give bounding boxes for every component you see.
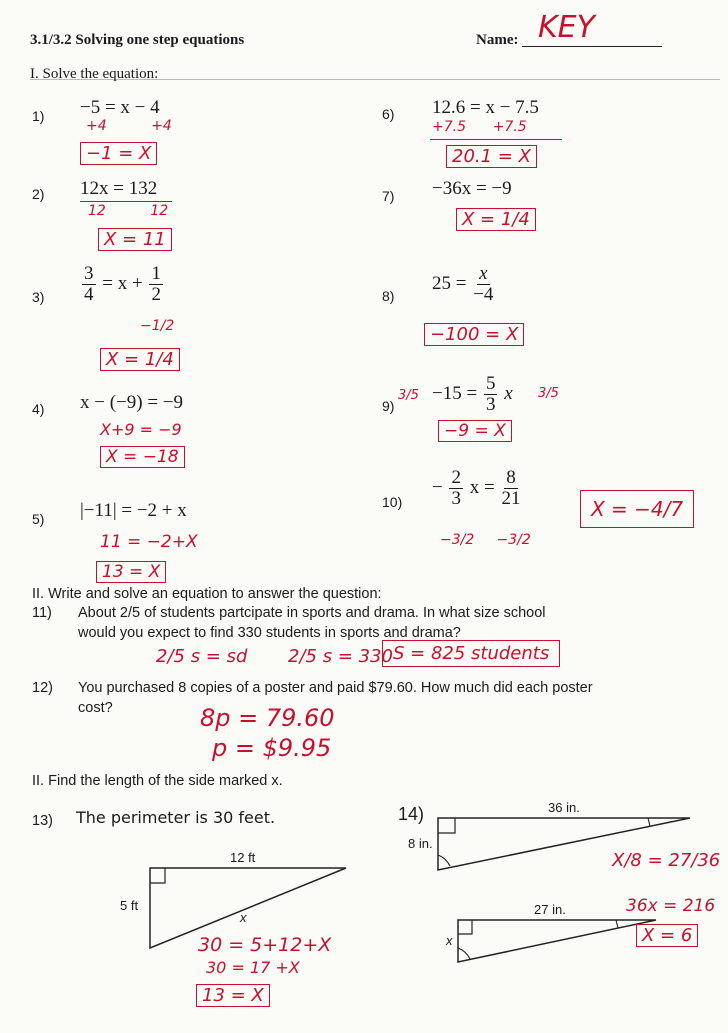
problem-8-answer: −100 = X bbox=[424, 323, 524, 346]
problem-9-work-left: 3/5 bbox=[398, 388, 419, 403]
q12-number: 12) bbox=[32, 680, 53, 696]
problem-3-answer: X = 1/4 bbox=[100, 348, 180, 371]
problem-1-number: 1) bbox=[32, 108, 45, 124]
q13-hyp-label: x bbox=[240, 910, 247, 925]
problem-8-number: 8) bbox=[382, 288, 395, 304]
q14-small-angle-mark bbox=[458, 948, 470, 959]
problem-6-number: 6) bbox=[382, 106, 395, 122]
q12-work1: 8p = 79.60 bbox=[200, 704, 335, 732]
q13-text: The perimeter is 30 feet. bbox=[76, 808, 276, 827]
problem-7-answer: X = 1/4 bbox=[456, 208, 536, 231]
name-label: Name: bbox=[476, 32, 519, 48]
problem-5-number: 5) bbox=[32, 511, 45, 527]
q14-big-top-label: 36 in. bbox=[548, 800, 580, 815]
q14-big-angle-mark bbox=[438, 855, 450, 866]
problem-3-work: −1/2 bbox=[140, 318, 175, 334]
problem-2-number: 2) bbox=[32, 186, 45, 202]
problem-10-work: −3/2 −3/2 bbox=[440, 532, 531, 548]
q14-small-acute-mark bbox=[616, 920, 618, 928]
problem-10-answer: X = −4/7 bbox=[580, 490, 694, 528]
q14-work1: X/8 = 27/36 bbox=[612, 850, 721, 871]
problem-8-lhs: 25 = bbox=[432, 272, 467, 294]
problem-1-work: +4 +4 bbox=[86, 118, 172, 134]
problem-5-equation: |−11| = −2 + x bbox=[80, 500, 187, 521]
q14-big-acute-mark bbox=[648, 818, 650, 826]
problem-10-mid: x = bbox=[469, 476, 495, 498]
q14-big-right-angle bbox=[438, 818, 455, 833]
q13-top-label: 12 ft bbox=[230, 850, 256, 865]
q11-answer: S = 825 students bbox=[382, 640, 560, 667]
problem-2-answer: X = 11 bbox=[98, 228, 172, 251]
q14-number: 14) bbox=[398, 804, 425, 824]
q14-small-right-angle bbox=[458, 920, 472, 934]
problem-10-frac2-den: 21 bbox=[501, 487, 521, 509]
section3-heading: II. Find the length of the side marked x. bbox=[32, 773, 283, 789]
problem-6-equation: 12.6 = x − 7.5 bbox=[432, 97, 539, 118]
problem-3-frac-num: 3 bbox=[84, 263, 94, 284]
section1-heading: I. Solve the equation: bbox=[30, 66, 159, 82]
q11-line1: About 2/5 of students partcipate in sports and drama. In what size school bbox=[78, 605, 546, 621]
q14-small-triangle bbox=[458, 920, 656, 962]
problem-9-var: x bbox=[504, 382, 513, 404]
q11-line2: would you expect to find 330 students in sports and drama? bbox=[78, 625, 461, 641]
problem-7-number: 7) bbox=[382, 188, 395, 204]
problem-9-answer: −9 = X bbox=[438, 420, 512, 442]
q11-work1: 2/5 s = sd bbox=[156, 646, 248, 667]
problem-6-work: +7.5 +7.5 bbox=[432, 119, 527, 135]
problem-5-work: 11 = −2+X bbox=[100, 532, 198, 552]
problem-1-answer: −1 = X bbox=[80, 142, 157, 165]
problem-3-frac2-den: 2 bbox=[151, 283, 161, 305]
problem-9-frac-den: 3 bbox=[485, 393, 496, 415]
section2-heading: II. Write and solve an equation to answer the question: bbox=[32, 586, 382, 602]
q14-small-left-label: x bbox=[446, 933, 453, 948]
problem-9-work-right: 3/5 bbox=[538, 386, 559, 401]
q14-answer: X = 6 bbox=[636, 924, 698, 947]
q13-answer: 13 = X bbox=[196, 984, 270, 1007]
q14-work2: 36x = 216 bbox=[626, 896, 716, 916]
problem-8-frac-den: −4 bbox=[473, 283, 494, 305]
problem-9-frac-num: 5 bbox=[485, 373, 496, 394]
q13-work1: 30 = 5+12+X bbox=[198, 934, 332, 956]
q14-big-left-label: 8 in. bbox=[408, 836, 433, 851]
name-value: KEY bbox=[538, 10, 595, 45]
problem-2-equation: 12x = 132 bbox=[80, 178, 158, 199]
problem-9-number: 9) bbox=[382, 398, 395, 414]
problem-3-frac2-num: 1 bbox=[151, 263, 161, 284]
problem-6-answer: 20.1 = X bbox=[446, 145, 537, 168]
problem-10-frac-num: 2 bbox=[451, 467, 461, 488]
problem-3-frac-den: 4 bbox=[84, 283, 94, 305]
q12-line2: cost? bbox=[78, 700, 113, 716]
problem-9-lhs: −15 = bbox=[432, 382, 478, 404]
problem-4-work: X+9 = −9 bbox=[100, 420, 182, 439]
q13-number: 13) bbox=[32, 813, 53, 829]
problem-4-equation: x − (−9) = −9 bbox=[80, 392, 184, 413]
problem-5-answer: 13 = X bbox=[96, 561, 166, 583]
q13-right-angle bbox=[150, 868, 165, 883]
q12-line1: You purchased 8 copies of a poster and paid $79.60. How much did each poster bbox=[78, 680, 593, 696]
problem-4-number: 4) bbox=[32, 401, 45, 417]
problem-7-equation: −36x = −9 bbox=[432, 178, 512, 199]
worksheet-title: 3.1/3.2 Solving one step equations bbox=[30, 32, 245, 48]
q11-work2: 2/5 s = 330 bbox=[288, 646, 393, 667]
problem-4-answer: X = −18 bbox=[100, 446, 185, 468]
problem-1-equation: −5 = x − 4 bbox=[80, 97, 160, 118]
q12-work2: p = $9.95 bbox=[212, 734, 332, 762]
problem-8-frac-num: x bbox=[479, 263, 488, 284]
problem-3-mid: = x + bbox=[102, 272, 143, 294]
problem-10-frac-den: 3 bbox=[451, 487, 461, 509]
problem-3-number: 3) bbox=[32, 289, 45, 305]
q13-work2: 30 = 17 +X bbox=[206, 958, 300, 977]
problem-10-sign: − bbox=[432, 476, 443, 498]
q14-small-top-label: 27 in. bbox=[534, 902, 566, 917]
problem-10-number: 10) bbox=[382, 494, 403, 510]
q13-left-label: 5 ft bbox=[120, 898, 139, 913]
problem-2-work: 12 12 bbox=[88, 203, 169, 219]
problem-10-frac2-num: 8 bbox=[506, 467, 516, 488]
q11-number: 11) bbox=[32, 605, 52, 621]
